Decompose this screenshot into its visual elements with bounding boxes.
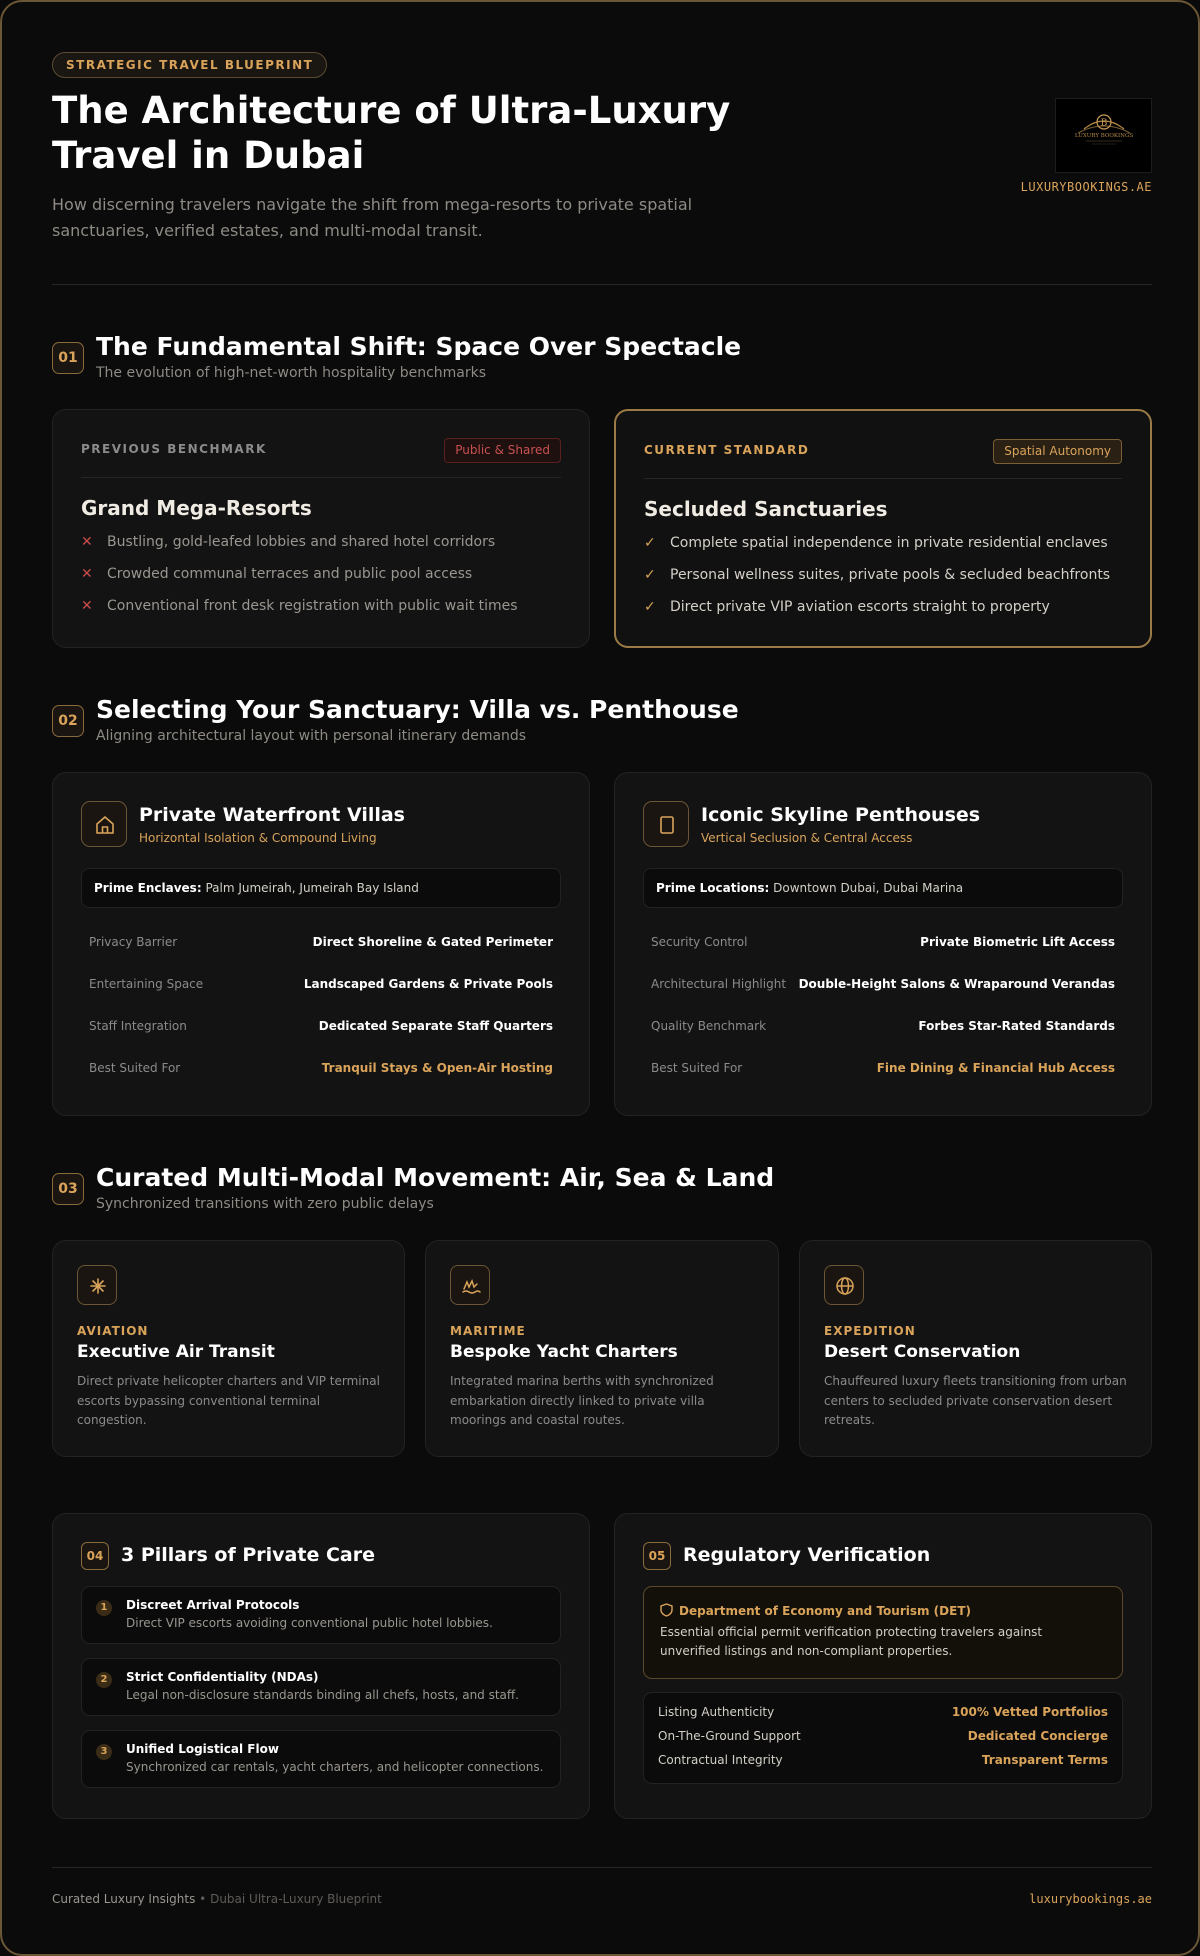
svg-text:B: B (1100, 118, 1108, 129)
footer-link[interactable]: luxurybookings.ae (1029, 1892, 1152, 1906)
public-shared-badge: Public & Shared (444, 438, 561, 463)
cross-icon: ✕ (81, 534, 93, 550)
det-description: Essential official permit verification protecting travelers against unverified listings and non-compliant properties. (660, 1625, 1043, 1658)
pillar-item: 3 Unified Logistical Flow Synchronized car rentals, yacht charters, and helicopter connections. (81, 1730, 561, 1788)
spec-row: Entertaining Space Landscaped Gardens & Private Pools (89, 977, 553, 991)
logo-url[interactable]: LUXURYBOOKINGS.AE (1020, 180, 1152, 194)
cross-icon: ✕ (81, 598, 93, 614)
villa-subtitle: Horizontal Isolation & Compound Living (139, 831, 377, 845)
list-item: ✕ Crowded communal terraces and public pool access (81, 566, 473, 582)
spec-row: Privacy Barrier Direct Shoreline & Gated Perimeter (89, 935, 553, 949)
section-2-number: 02 (52, 705, 84, 737)
check-icon: ✓ (644, 535, 656, 551)
section-1-subtitle: The evolution of high-net-worth hospitality benchmarks (96, 365, 487, 381)
table-row: On-The-Ground Support Dedicated Concierge (658, 1729, 1108, 1743)
globe-icon (824, 1265, 864, 1305)
check-icon: ✓ (644, 599, 656, 615)
penthouse-title: Iconic Skyline Penthouses (701, 804, 981, 826)
transport-desc: Direct private helicopter charters and VIP terminal escorts bypassing conventional terminal congestion. (77, 1374, 380, 1427)
pillars-card (52, 1513, 590, 1819)
previous-benchmark-title: Grand Mega-Resorts (81, 496, 312, 520)
transport-card-expedition (799, 1240, 1152, 1457)
penthouse-subtitle: Vertical Seclusion & Central Access (701, 831, 913, 845)
verification-card (614, 1513, 1152, 1819)
section-4-number: 04 (81, 1542, 109, 1570)
spec-row: Best Suited For Tranquil Stays & Open-Air Hosting (89, 1061, 553, 1075)
det-notice (643, 1586, 1123, 1679)
villa-title: Private Waterfront Villas (139, 804, 405, 826)
rotor-icon (77, 1265, 117, 1305)
building-icon (643, 801, 689, 847)
logo-wordmark: LUXURY BOOKINGS (1074, 133, 1134, 139)
shield-icon (660, 1603, 673, 1617)
waves-icon (450, 1265, 490, 1305)
section-2-title: Selecting Your Sanctuary: Villa vs. Penthouse (96, 695, 739, 724)
card-divider (81, 477, 561, 478)
villa-locations: Prime Enclaves: Palm Jumeirah, Jumeirah Bay Island (81, 868, 561, 908)
current-standard-list (644, 535, 1130, 631)
transport-title: Bespoke Yacht Charters (450, 1342, 678, 1362)
section-3-title: Curated Multi-Modal Movement: Air, Sea & Land (96, 1163, 775, 1192)
villa-card (52, 772, 590, 1116)
table-row: Contractual Integrity Transparent Terms (658, 1753, 1108, 1767)
det-title: Department of Economy and Tourism (DET) (679, 1604, 971, 1618)
verification-table (643, 1692, 1123, 1784)
section-1-title: The Fundamental Shift: Space Over Spectacle (96, 332, 742, 361)
transport-category: MARITIME (450, 1324, 526, 1338)
transport-title: Executive Air Transit (77, 1342, 275, 1362)
current-standard-title: Secluded Sanctuaries (644, 497, 888, 521)
table-row: Listing Authenticity 100% Vetted Portfolios (658, 1705, 1108, 1719)
check-icon: ✓ (644, 567, 656, 583)
cross-icon: ✕ (81, 566, 93, 582)
current-standard-label: CURRENT STANDARD (644, 443, 810, 457)
transport-card-aviation (52, 1240, 405, 1457)
transport-desc: Chauffeured luxury fleets transitioning from urban centers to secluded private conservation desert retreats. (824, 1374, 1127, 1427)
section-2-subtitle: Aligning architectural layout with personal itinerary demands (96, 728, 527, 744)
transport-category: AVIATION (77, 1324, 149, 1338)
transport-title: Desert Conservation (824, 1342, 1021, 1362)
previous-benchmark-label: PREVIOUS BENCHMARK (81, 442, 267, 456)
footer-left: Curated Luxury Insights • Dubai Ultra-Luxury Blueprint (52, 1892, 382, 1906)
list-item: ✓ Personal wellness suites, private pools & secluded beachfronts (644, 567, 1111, 583)
pillar-item: 1 Discreet Arrival Protocols Direct VIP escorts avoiding conventional public hotel lobbies. (81, 1586, 561, 1644)
page-title: The Architecture of Ultra-Luxury Travel in Dubai (52, 89, 731, 177)
spec-row: Best Suited For Fine Dining & Financial Hub Access (651, 1061, 1115, 1075)
previous-benchmark-list (81, 534, 569, 630)
list-item: ✕ Conventional front desk registration with public wait times (81, 598, 518, 614)
house-icon (81, 801, 127, 847)
spec-row: Architectural Highlight Double-Height Salons & Wraparound Verandas (651, 977, 1115, 991)
list-item: ✓ Complete spatial independence in private residential enclaves (644, 535, 1108, 551)
section-3-number: 03 (52, 1173, 84, 1205)
spatial-autonomy-badge: Spatial Autonomy (993, 439, 1122, 464)
spec-row: Staff Integration Dedicated Separate Staff Quarters (89, 1019, 553, 1033)
list-item: ✕ Bustling, gold-leafed lobbies and shared hotel corridors (81, 534, 496, 550)
footer-divider (52, 1867, 1152, 1868)
card-divider (644, 478, 1122, 479)
transport-card-maritime (425, 1240, 779, 1457)
previous-benchmark-card (52, 409, 590, 648)
pillar-item: 2 Strict Confidentiality (NDAs) Legal non-disclosure standards binding all chefs, hosts, and staff. (81, 1658, 561, 1716)
header-divider (52, 284, 1152, 285)
brand-logo[interactable] (1055, 98, 1152, 173)
penthouse-locations: Prime Locations: Downtown Dubai, Dubai Marina (643, 868, 1123, 908)
spec-row: Security Control Private Biometric Lift Access (651, 935, 1115, 949)
transport-category: EXPEDITION (824, 1324, 916, 1338)
spec-row: Quality Benchmark Forbes Star-Rated Standards (651, 1019, 1115, 1033)
header-tag: STRATEGIC TRAVEL BLUEPRINT (52, 52, 327, 78)
section-5-title: Regulatory Verification (683, 1544, 931, 1566)
section-1-number: 01 (52, 342, 84, 374)
section-3-subtitle: Synchronized transitions with zero public delays (96, 1196, 434, 1212)
section-4-title: 3 Pillars of Private Care (121, 1544, 375, 1566)
list-item: ✓ Direct private VIP aviation escorts straight to property (644, 599, 1050, 615)
section-5-number: 05 (643, 1542, 671, 1570)
page-subtitle: How discerning travelers navigate the shift from mega-resorts to private spatial sanctuaries, verified estates, and multi-modal transit. (52, 195, 693, 240)
penthouse-card (614, 772, 1152, 1116)
transport-desc: Integrated marina berths with synchronized embarkation directly linked to private villa moorings and coastal routes. (450, 1374, 714, 1427)
current-standard-card (614, 409, 1152, 648)
